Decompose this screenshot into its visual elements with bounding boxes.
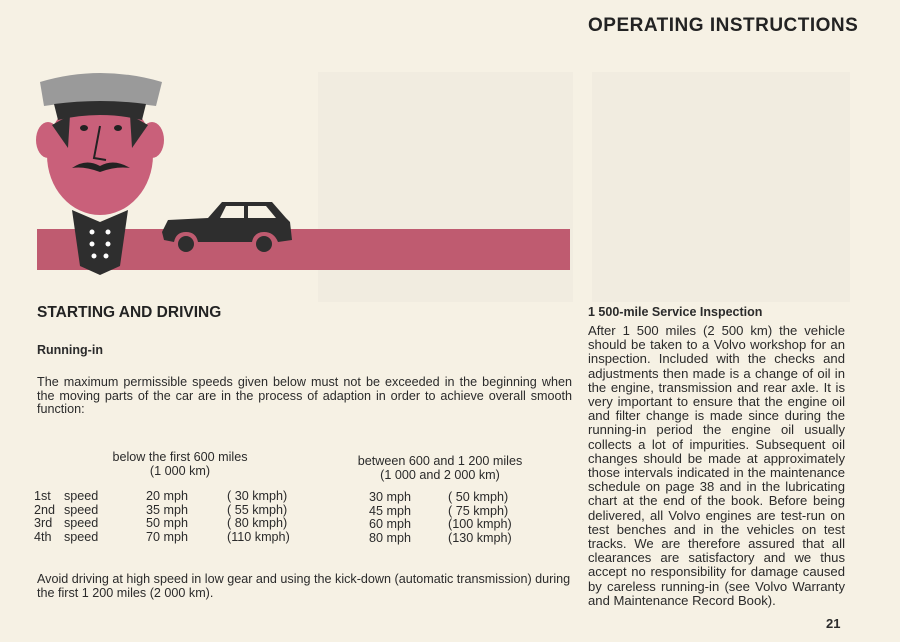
speed-table-1 [34,490,294,544]
table-row [34,531,294,545]
table-row [369,518,529,532]
kmph: ( 75 kmph) [448,503,509,518]
kmph: ( 55 kmph) [227,502,288,517]
kmph: ( 50 kmph) [448,490,509,504]
mph: 50 mph [146,516,189,531]
table-row [369,532,529,546]
gear: 1st [34,489,51,503]
kmph: (110 kmph) [227,529,290,544]
gear: 2nd [34,502,56,517]
table2-heading [340,454,540,482]
table2-heading-line2: (1 000 and 2 000 km) [380,468,500,482]
mph: 35 mph [146,502,189,517]
running-in-note: Avoid driving at high speed in low gear and using the kick-down (automatic transmission) during the first 1 200 miles (2 000 km). [37,572,571,600]
show-through-block-right [592,72,850,302]
table-row [34,517,294,531]
mph: 20 mph [146,489,189,503]
table2-heading-line1: between 600 and 1 200 miles [357,454,523,468]
page-header-title: OPERATING INSTRUCTIONS [588,15,859,36]
section-title: STARTING AND DRIVING [37,304,222,321]
kmph: ( 80 kmph) [227,516,288,531]
table-row [34,504,294,518]
intro-paragraph: The maximum permissible speeds given below must not be exceeded in the beginning when the moving parts of the car are in the process of adaption in order to achieve overall smooth function: [37,375,572,417]
table-row [369,491,529,505]
mph: 80 mph [369,530,412,545]
kmph: (100 kmph) [448,517,512,532]
mph: 60 mph [369,517,412,532]
chauffeur-icon [36,73,164,275]
mph: 45 mph [369,503,412,518]
table-row [369,505,529,519]
speed-table-2 [369,491,529,545]
kmph: (130 kmph) [448,530,512,545]
mph: 70 mph [146,529,189,544]
gear-label: speed [64,489,99,503]
service-title: 1 500-mile Service Inspection [588,305,763,319]
table1-heading [80,450,280,478]
gear-label: speed [64,529,99,544]
gear-label: speed [64,516,99,531]
mph: 30 mph [369,490,412,504]
gear: 4th [34,529,52,544]
subsection-title: Running-in [37,343,103,357]
gear: 3rd [34,516,53,531]
gear-label: speed [64,502,99,517]
chauffeur-car-illustration [30,70,300,275]
car-icon [162,202,292,252]
table1-heading-line1: below the first 600 miles [112,450,248,464]
table1-heading-line2: (1 000 km) [149,464,211,478]
page-number: 21 [826,616,841,631]
table-row [34,490,294,504]
kmph: ( 30 kmph) [227,489,288,503]
service-paragraph: After 1 500 miles (2 500 km) the vehicle should be taken to a Volvo workshop for an inspection. Included with the checks and adjustments then made is a change of oil in the engine, transmission and rear axle. It is very important to ensure that the engine oil and filter change is made since during the running-in period the engine oil usually collects a lot of impurities. Subsequent oil changes should be made at approximately those intervals indicated in the maintenance schedule on page 38 and in the lubricating chart at the end of the book. Before being delivered, all Volvo engines are test-run on test benches and in the vehicles on test tracks. We are therefore assured that all clearances are satisfactory and we thus accept no responsibility for damage caused by careless running-in (see Volvo Warranty and Maintenance Record Book). [588,323,845,608]
